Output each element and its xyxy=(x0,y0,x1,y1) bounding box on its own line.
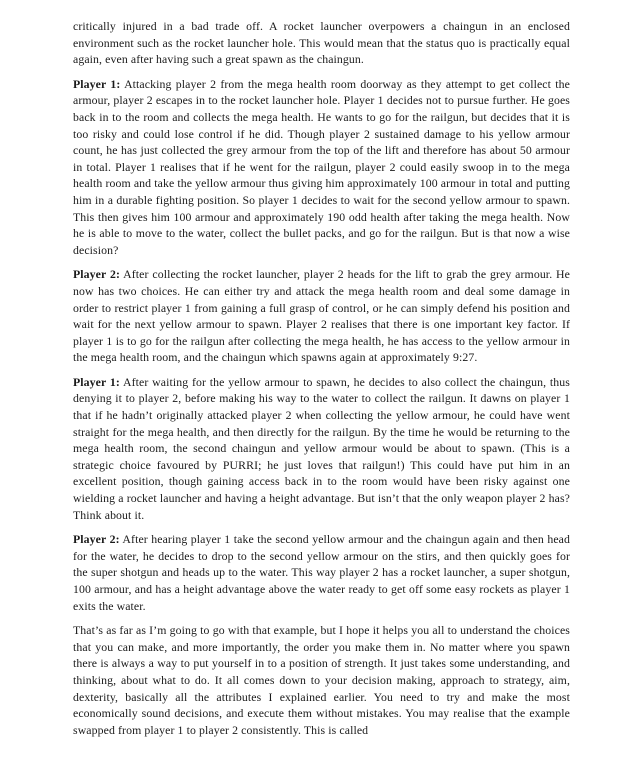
paragraph-text: Attacking player 2 from the mega health room doorway as they attempt to get collect the armour, player 2 escapes in to the rocket launcher hole. Player 1 decides not to pursue further. He goes back in to the room and collects the mega health. He wants to go for the railgun, but decides that it is too risky and could lose control if he did. Though player 2 sustained damage to his yellow armour count, he has just collected the grey armour from the top of the lift and therefore has about 50 armour in total. Player 1 realises that if he went for the railgun, player 2 could easily swoop in to the mega health room and take the yellow armour thus giving him approximately 100 armour in total and putting him in a durable fighting position. So player 1 decides to wait for the second yellow armour to spawn. This then gives him 100 armour and approximately 190 odd health after taking the mega health. Now he is able to move to the water, collect the bullet packs, and go for the railgun. But is that now a wise decision? xyxy=(73,76,570,257)
paragraph-text: After collecting the rocket launcher, player 2 heads for the lift to grab the grey armour. He now has two choices. He can either try and attack the mega health room and deal some damage in order to restrict player 1 from gaining a full grasp of control, or he can simply defend his position and wait for the next yellow armour to spawn. Player 2 realises that there is one important key factor. If player 1 is to go for the railgun after collecting the mega health, he has access to the yellow armour in the mega health room, and the chaingun which spawns again at approximately 9:27. xyxy=(73,267,571,365)
paragraph-player1-first xyxy=(73,76,570,259)
paragraph-text: After waiting for the yellow armour to spawn, he decides to also collect the chaingun, thus denying it to player 2, before making his way to the water to collect the railgun. It dawns on player 1 that if he hadn’t originally attacked player 2 when collecting the yellow armour, he could have went straight for the mega health, and then directly for the railgun. By the time he would be returning to the mega health room, the second chaingun and yellow armour would be about to spawn. (This is a strategic choice favoured by PURRI; he just loves that railgun!) This could have put him in an excellent position, though gaining access back in to the room would have been risky against one wielding a rocket launcher and having a height advantage. But isn’t that the only weapon player 2 has? Think about it. xyxy=(73,374,570,522)
player-label: Player 2: xyxy=(73,267,120,282)
paragraph-text: critically injured in a bad trade off. A rocket launcher overpowers a chaingun in an enclosed environment such as the rocket launcher hole. This would mean that the status quo is practically equal again, even after having such a great spawn as the chaingun. xyxy=(73,19,570,67)
paragraph-player2-second xyxy=(73,531,570,614)
paragraph-summary xyxy=(73,622,570,738)
player-label: Player 2: xyxy=(73,532,120,547)
paragraph-player2-first xyxy=(73,266,570,366)
paragraph-text: After hearing player 1 take the second yellow armour and the chaingun again and then head for the water, he decides to drop to the second yellow armour on the stirs, and then quickly goes for the super shotgun and heads up to the water. This way player 2 has a rocket launcher, a super shotgun, 100 armour, and has a height advantage above the water ready to get off some easy rockets as player 1 exits the water. xyxy=(73,532,570,613)
player-label: Player 1: xyxy=(73,76,121,91)
player-label: Player 1: xyxy=(73,374,120,389)
paragraph-continuation xyxy=(73,18,570,68)
paragraph-player1-second xyxy=(73,374,570,523)
paragraph-text: That’s as far as I’m going to go with that example, but I hope it helps you all to understand the choices that you can make, and more importantly, the order you make them in. No matter where you spawn there is always a way to put yourself in to a position of strength. It just takes some understanding, and thinking, about what to do. It all comes down to your decision making, approach to strategy, aim, dexterity, basically all the attributes I explained earlier. You need to try and make the most economically sound decisions, and execute them without mistakes. You may realise that the example swapped from player 1 to player 2 consistently. This is called xyxy=(73,623,570,737)
